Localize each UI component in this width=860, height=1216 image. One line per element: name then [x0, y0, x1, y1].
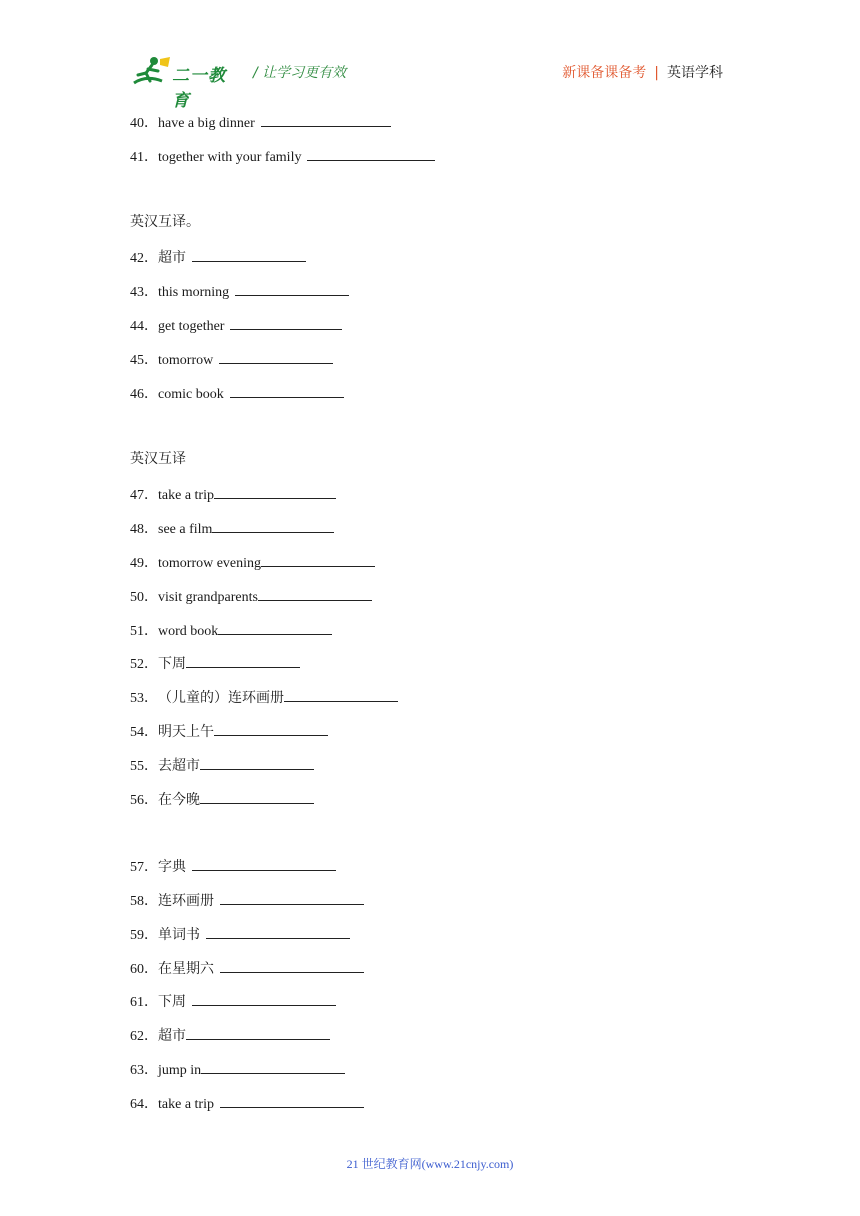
exercise-item	[130, 587, 372, 607]
item-text: take a trip	[158, 488, 214, 503]
exercise-item	[130, 925, 350, 945]
item-text: see a film	[158, 522, 213, 537]
slogan: / 让学习更有效	[253, 65, 347, 81]
exercise-item	[130, 485, 336, 505]
answer-blank[interactable]	[200, 756, 314, 770]
item-text: （儿童的）连环画册	[158, 691, 284, 706]
item-text: 下周	[158, 657, 186, 672]
item-text: 超市	[158, 1029, 186, 1044]
item-number: 56．	[130, 793, 158, 808]
answer-blank[interactable]	[307, 147, 435, 161]
item-number: 63．	[130, 1063, 158, 1078]
item-number: 60．	[130, 962, 158, 977]
exercise-item	[130, 282, 349, 302]
header-right	[562, 62, 723, 82]
exercise-item	[130, 959, 364, 979]
item-number: 57．	[130, 860, 158, 875]
answer-blank[interactable]	[220, 959, 364, 973]
answer-blank[interactable]	[284, 688, 398, 702]
exercise-item	[130, 891, 364, 911]
exercise-item	[130, 621, 332, 641]
item-number: 52．	[130, 657, 158, 672]
page-header	[0, 0, 860, 111]
item-text: tomorrow evening	[158, 556, 262, 571]
runner-logo-icon	[132, 55, 172, 89]
exercise-item	[130, 553, 375, 573]
item-text: 明天上午	[158, 725, 214, 740]
exercise-item	[130, 1060, 345, 1080]
exercise-item	[130, 1094, 364, 1114]
answer-blank[interactable]	[200, 790, 314, 804]
item-number: 42．	[130, 251, 158, 266]
answer-blank[interactable]	[261, 113, 391, 127]
item-number: 59．	[130, 928, 158, 943]
item-text: have a big dinner	[158, 116, 255, 131]
item-number: 41．	[130, 150, 158, 165]
exercise-item	[130, 384, 344, 404]
item-number: 43．	[130, 285, 158, 300]
subject-label: 英语学科	[667, 65, 723, 81]
item-text: take a trip	[158, 1097, 214, 1112]
answer-blank[interactable]	[186, 1026, 330, 1040]
answer-blank[interactable]	[192, 857, 336, 871]
exercise-item	[130, 248, 306, 268]
item-text: visit grandparents	[158, 590, 258, 605]
exercise-item	[130, 113, 391, 133]
item-number: 45．	[130, 353, 158, 368]
item-text: jump in	[158, 1063, 202, 1078]
item-text: word book	[158, 624, 219, 639]
exercise-item	[130, 857, 336, 877]
answer-blank[interactable]	[235, 282, 349, 296]
item-text: get together	[158, 319, 225, 334]
course-label: 新课备课备考	[562, 65, 647, 81]
item-number: 40．	[130, 116, 158, 131]
answer-blank[interactable]	[220, 891, 364, 905]
answer-blank[interactable]	[206, 925, 350, 939]
answer-blank[interactable]	[261, 553, 375, 567]
item-number: 64．	[130, 1097, 158, 1112]
logo-text: 二一教育	[172, 66, 226, 111]
answer-blank[interactable]	[218, 621, 332, 635]
exercise-item	[130, 756, 314, 776]
answer-blank[interactable]	[214, 485, 336, 499]
item-number: 46．	[130, 387, 158, 402]
item-number: 61．	[130, 995, 158, 1010]
exercise-item	[130, 147, 435, 167]
exercise-item	[130, 316, 342, 336]
item-text: 超市	[158, 251, 186, 266]
item-number: 51．	[130, 624, 158, 639]
answer-blank[interactable]	[186, 654, 300, 668]
item-number: 44．	[130, 319, 158, 334]
item-text: 下周	[158, 995, 186, 1010]
exercise-item	[130, 722, 328, 742]
item-number: 53．	[130, 691, 158, 706]
item-text: 在今晚	[158, 793, 200, 808]
item-text: 连环画册	[158, 894, 214, 909]
item-text: together with your family	[158, 150, 302, 165]
item-number: 50．	[130, 590, 158, 605]
exercise-item	[130, 519, 334, 539]
item-number: 49．	[130, 556, 158, 571]
item-text: tomorrow	[158, 353, 214, 368]
exercise-item	[130, 350, 333, 370]
answer-blank[interactable]	[219, 350, 333, 364]
answer-blank[interactable]	[220, 1094, 364, 1108]
item-number: 54．	[130, 725, 158, 740]
item-text: 在星期六	[158, 962, 214, 977]
item-number: 62．	[130, 1029, 158, 1044]
item-text: 去超市	[158, 759, 200, 774]
exercise-item	[130, 992, 336, 1012]
answer-blank[interactable]	[230, 384, 344, 398]
answer-blank[interactable]	[192, 992, 336, 1006]
section-title: 英汉互译。	[130, 215, 200, 230]
answer-blank[interactable]	[214, 722, 328, 736]
header-separator: |	[654, 65, 659, 81]
section-title: 英汉互译	[130, 452, 186, 467]
exercise-item	[130, 688, 398, 708]
item-text: 单词书	[158, 928, 200, 943]
answer-blank[interactable]	[230, 316, 342, 330]
page-footer: 21 世纪教育网(www.21cnjy.com)	[346, 1157, 514, 1171]
item-number: 48．	[130, 522, 158, 537]
item-number: 58．	[130, 894, 158, 909]
answer-blank[interactable]	[212, 519, 334, 533]
item-text: this morning	[158, 285, 230, 300]
logo	[132, 55, 242, 111]
item-number: 47．	[130, 488, 158, 503]
exercise-item	[130, 1026, 330, 1046]
answer-blank[interactable]	[258, 587, 372, 601]
answer-blank[interactable]	[192, 248, 306, 262]
answer-blank[interactable]	[201, 1060, 345, 1074]
exercise-item	[130, 654, 300, 674]
item-number: 55．	[130, 759, 158, 774]
exercise-item	[130, 790, 314, 810]
item-text: comic book	[158, 387, 224, 402]
item-text: 字典	[158, 860, 186, 875]
